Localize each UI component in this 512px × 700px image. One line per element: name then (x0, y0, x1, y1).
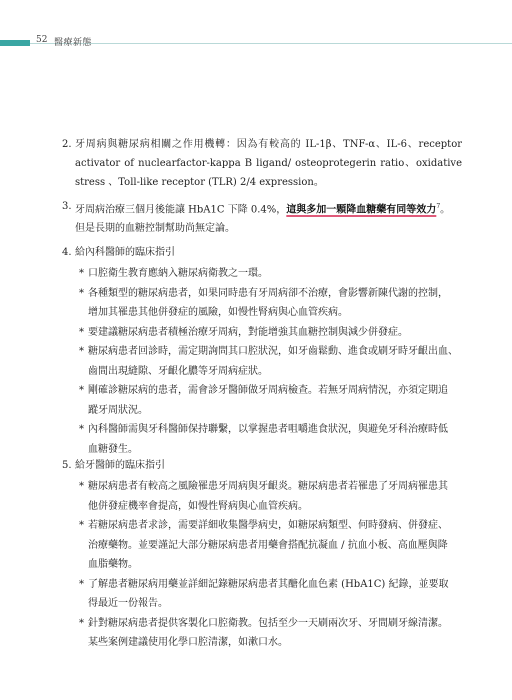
item-text: 牙周病治療三個月後能讓 HbA1C 下降 0.4%， (75, 204, 287, 216)
bullet-line: 血糖發生。 (88, 443, 138, 455)
bullet-item (79, 614, 463, 653)
item-line (62, 197, 462, 219)
bullet-star: * (79, 268, 84, 279)
list-item-5 (62, 456, 462, 475)
item-line: 但是長期的血糖控制幫助尚無定論。 (75, 223, 235, 235)
item-number: 3. (62, 201, 72, 212)
bullet-line: 血脂藥物。 (88, 559, 138, 570)
bullet-line: 針對糖尿病患者提供客製化口腔衛教。包括至少一天刷兩次牙、牙間刷牙線清潔。 (88, 617, 448, 629)
bullet-item (79, 284, 463, 323)
item-text: 。 (440, 204, 451, 216)
item-number: 5. (62, 460, 72, 471)
bullet-line: 了解患者糖尿病用藥並詳細記錄糖尿病患者其醣化血色素 (HbA1C) 紀錄，並要取 (88, 578, 449, 590)
bullet-star: * (79, 385, 84, 396)
bullet-line: 蹤牙周狀況。 (88, 404, 148, 416)
item-number: 4. (62, 247, 72, 258)
bullet-item (79, 516, 463, 575)
running-title: 醫療新態 (54, 38, 93, 48)
dental-guidelines-list (79, 477, 463, 653)
item-line: stress 、Toll-like receptor (TLR) 2/4 expression。 (75, 177, 324, 188)
bullet-line: 內科醫師需與牙科醫師保持聯繫，以掌握患者咀嚼進食狀況，與避免牙科治療時低 (88, 424, 448, 435)
bullet-line: 要建議糖尿病患者積極治療牙周病，對能增強其血糖控制與減少併發症。 (88, 326, 408, 338)
list-item-3 (62, 197, 462, 238)
bullet-star: * (79, 520, 84, 531)
bullet-star: * (79, 424, 84, 435)
item-line: activator of nuclearfactor-kappa B ligand/ osteoprotegerin ratio、oxidative (75, 158, 462, 169)
bullet-star: * (79, 617, 84, 629)
bullet-item (79, 323, 463, 343)
item-line: 牙周病與糖尿病相關之作用機轉：因為有較高的 IL-1β、TNF-α、IL-6、receptor (75, 139, 462, 150)
bullet-item (79, 264, 463, 284)
bullet-item (79, 477, 463, 516)
section-heading: 給牙醫師的臨床指引 (75, 460, 165, 471)
bullet-star: * (79, 287, 84, 299)
bullet-star: * (79, 326, 84, 338)
bullet-line: 若糖尿病患者求診，需要詳細收集醫學病史，如糖尿病類型、何時發病、併發症、 (88, 520, 448, 531)
bullet-line: 增加其罹患其他併發症的風險，如慢性腎病與心血管疾病。 (88, 307, 348, 318)
bullet-line: 剛確診糖尿病的患者，需會診牙醫師做牙周病檢查。若無牙周病情況，亦須定期追 (88, 385, 448, 396)
highlighted-text: 這與多加一顆降血糖藥有同等效力 (286, 204, 437, 216)
bullet-line: 某些案例建議使用化學口腔清潔，如漱口水。 (88, 637, 288, 648)
section-heading: 給內科醫師的臨床指引 (75, 247, 175, 258)
item-number: 2. (62, 139, 72, 150)
bullet-item (79, 342, 463, 381)
bullet-line: 糖尿病患者回診時，需定期詢問其口腔狀況，如牙齒鬆動、進食或刷牙時牙齦出血、 (88, 346, 458, 357)
page-number: 52 (36, 35, 48, 45)
header-rule (30, 43, 512, 44)
header-accent-bar (0, 40, 30, 46)
bullet-line: 得最近一份報告。 (88, 598, 168, 609)
list-item-4 (62, 243, 462, 262)
bullet-line: 口腔衛生教育應納入糖尿病衛教之一環。 (88, 268, 268, 279)
bullet-star: * (79, 346, 84, 357)
footnote-ref: 7 (436, 203, 441, 210)
list-item-2 (62, 135, 462, 192)
bullet-star: * (79, 481, 84, 492)
bullet-line: 各種類型的糖尿病患者，如果同時患有牙周病卻不治療，會影響新陳代謝的控制， (88, 287, 448, 299)
bullet-item (79, 575, 463, 614)
bullet-line: 治療藥物。並要謹記大部分糖尿病患者用藥會搭配抗凝血 / 抗血小板、高血壓與降 (88, 539, 448, 551)
bullet-line: 他併發症機率會提高，如慢性腎病與心血管疾病。 (88, 500, 308, 512)
bullet-item (79, 381, 463, 420)
bullet-item (79, 420, 463, 459)
bullet-line: 糖尿病患者有較高之風險罹患牙周病與牙齦炎。糖尿病患者若罹患了牙周病罹患其 (88, 481, 448, 492)
internal-guidelines-list (79, 264, 463, 459)
bullet-star: * (79, 578, 84, 590)
bullet-line: 齒間出現縫隙、牙齦化膿等牙周病症狀。 (88, 365, 268, 377)
